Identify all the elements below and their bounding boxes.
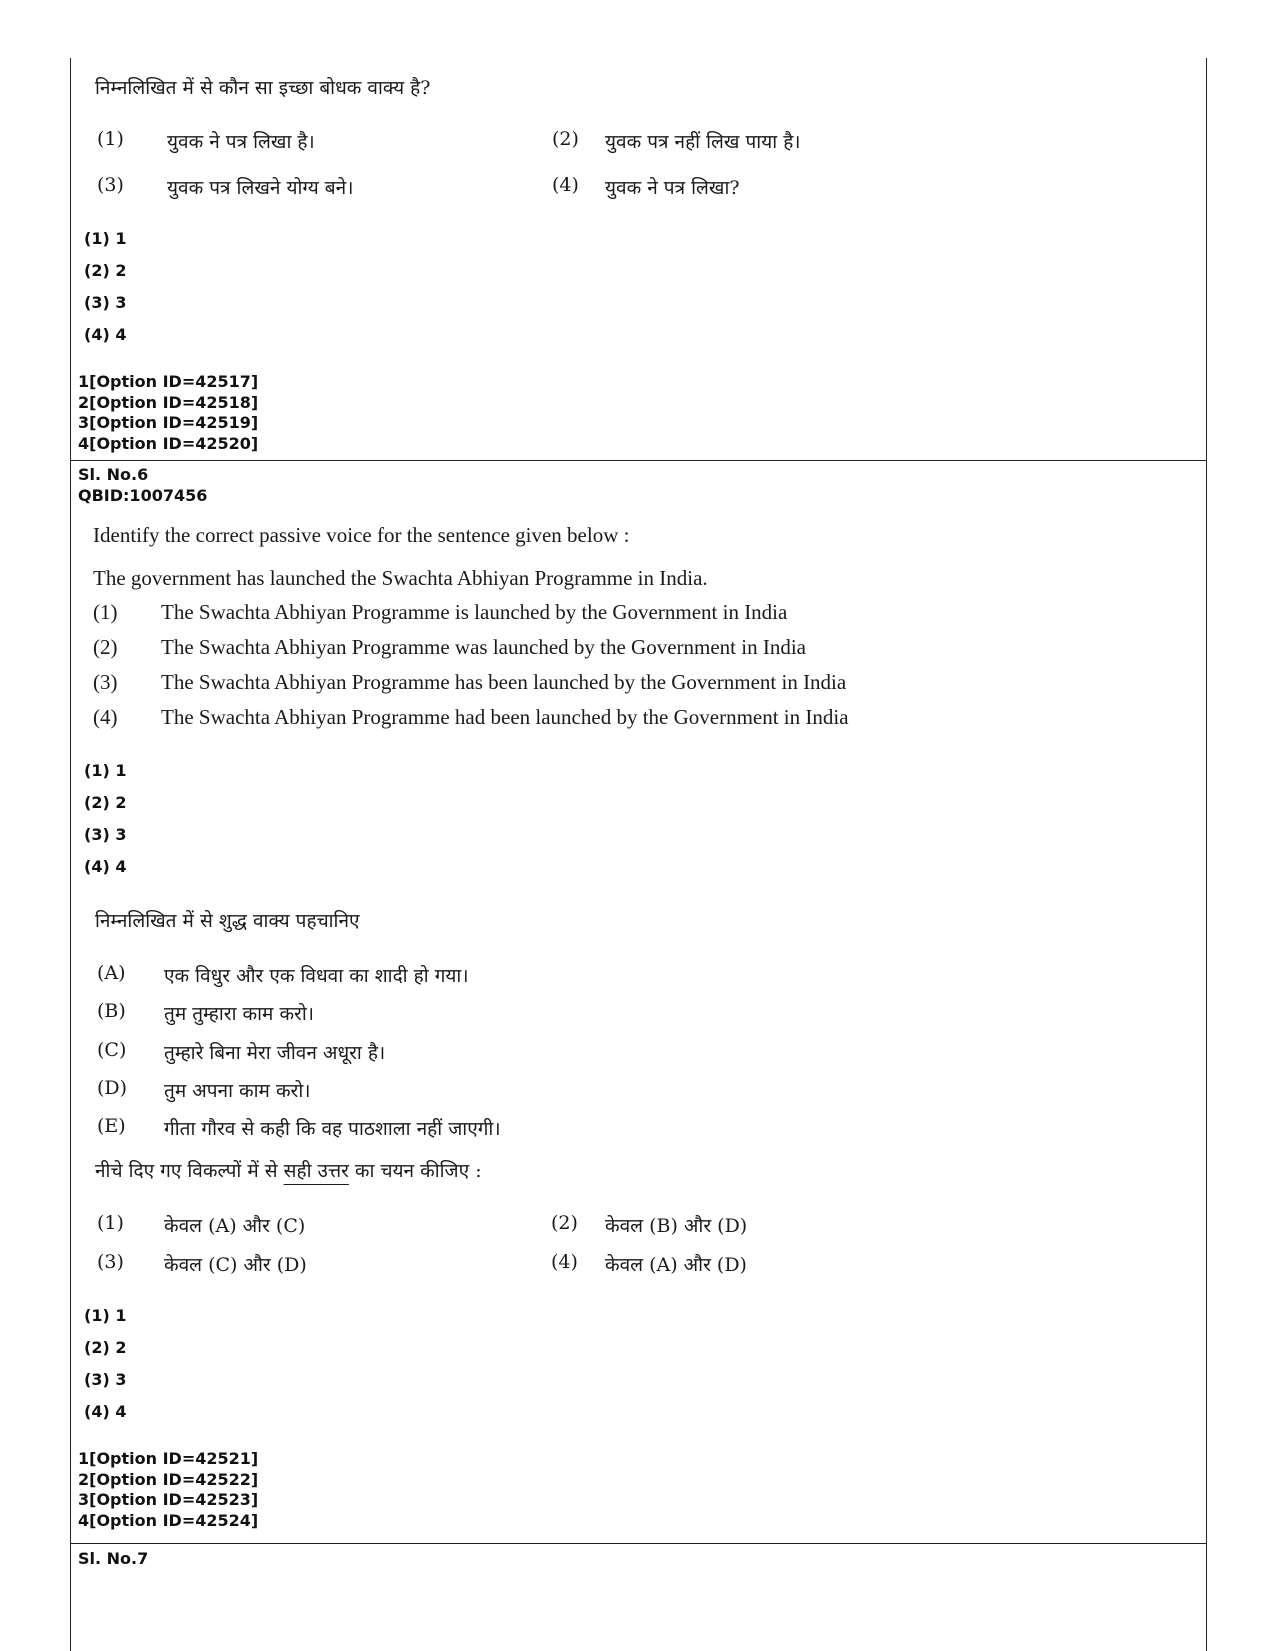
q6-header: [78, 465, 207, 506]
q6-answer-hi-1: (1) 1: [84, 1306, 127, 1325]
q6-answer-hi-2: (2) 2: [84, 1338, 127, 1357]
q6-option-hi-1-text: केवल (A) और (C): [164, 1215, 306, 1237]
q6-stem-hi: निम्नलिखित में से शुद्ध वाक्य पहचानिए: [95, 910, 360, 932]
q7-sl-no: Sl. No.7: [78, 1549, 149, 1568]
q5-answer-2: (2) 2: [84, 261, 127, 280]
q6-option-en-1-num: (1): [93, 600, 118, 624]
q6-statement-d-text: तुम अपना काम करो।: [164, 1080, 311, 1102]
q5-option-id-2: 2[Option ID=42518]: [78, 392, 259, 412]
q5-option-3-text: युवक पत्र लिखने योग्य बने।: [167, 177, 354, 199]
divider-q5-q6: [70, 460, 1207, 461]
q6-option-hi-2-text: केवल (B) और (D): [605, 1215, 748, 1237]
q6-option-en-1-text: The Swachta Abhiyan Programme is launched by the Government in India: [161, 600, 788, 624]
q6-option-hi-2-num: (2): [551, 1212, 578, 1234]
q5-option-id-3: 3[Option ID=42519]: [78, 413, 259, 432]
q6-statement-d-label: (D): [97, 1077, 128, 1099]
q6-statement-a-text: एक विधुर और एक विधवा का शादी हो गया।: [164, 965, 469, 987]
q5-option-id-1: 1[Option ID=42517]: [78, 372, 259, 391]
q5-option-ids: [78, 372, 258, 454]
q5-option-1-text: युवक ने पत्र लिखा है।: [167, 131, 315, 153]
divider-q6-q7: [70, 1543, 1207, 1544]
q6-option-en-4-num: (4): [93, 705, 118, 729]
q5-answer-4: (4) 4: [84, 325, 127, 344]
q6-instruction-pre: नीचे दिए गए विकल्पों में से: [95, 1160, 284, 1182]
q6-option-hi-3-text: केवल (C) और (D): [164, 1254, 307, 1276]
q5-answer-3: (3) 3: [84, 293, 127, 312]
q6-option-en-2-text: The Swachta Abhiyan Programme was launched by the Government in India: [161, 635, 806, 659]
q6-answer-hi-4: (4) 4: [84, 1402, 127, 1421]
q6-answer-en-1: (1) 1: [84, 761, 127, 780]
q6-statement-a-label: (A): [97, 962, 126, 984]
q5-option-2-num: (2): [552, 128, 579, 150]
q6-option-hi-4-num: (4): [551, 1251, 578, 1273]
q6-option-id-3: 3[Option ID=42523]: [78, 1490, 259, 1509]
q6-option-en-3-num: (3): [93, 670, 118, 694]
q6-option-en-3-text: The Swachta Abhiyan Programme has been launched by the Government in India: [161, 670, 847, 694]
q6-option-id-4: 4[Option ID=42524]: [78, 1510, 259, 1530]
q6-option-hi-4-text: केवल (A) और (D): [605, 1254, 747, 1276]
q6-instruction: [95, 1157, 482, 1183]
q6-instruction-post: का चयन कीजिए :: [348, 1160, 482, 1182]
q6-qbid: QBID:1007456: [78, 485, 208, 505]
q6-option-hi-3-num: (3): [97, 1251, 124, 1273]
q6-statement-b-label: (B): [97, 1000, 126, 1022]
q5-option-3-num: (3): [97, 174, 124, 196]
q6-option-ids: [78, 1449, 258, 1531]
q5-option-id-4: 4[Option ID=42520]: [78, 433, 259, 453]
q6-instruction-underlined: सही उत्तर: [283, 1160, 349, 1182]
q6-answer-en-3: (3) 3: [84, 825, 127, 844]
q5-option-1-num: (1): [97, 128, 124, 150]
q6-statement-e-label: (E): [97, 1115, 126, 1137]
q6-statement-c-text: तुम्हारे बिना मेरा जीवन अधूरा है।: [164, 1042, 386, 1064]
q6-answer-hi-3: (3) 3: [84, 1370, 127, 1389]
q6-answer-en-4: (4) 4: [84, 857, 127, 876]
q6-option-id-2: 2[Option ID=42522]: [78, 1469, 259, 1489]
q6-option-hi-1-num: (1): [97, 1212, 124, 1234]
right-border: [1206, 58, 1207, 1651]
q6-statement-b-text: तुम तुम्हारा काम करो।: [164, 1003, 314, 1025]
q6-option-id-1: 1[Option ID=42521]: [78, 1449, 259, 1468]
q5-option-2-text: युवक पत्र नहीं लिख पाया है।: [605, 131, 801, 153]
q6-sentence-en: The government has launched the Swachta Abhiyan Programme in India.: [93, 566, 708, 590]
left-border: [70, 58, 71, 1651]
q5-option-4-text: युवक ने पत्र लिखा?: [605, 177, 740, 199]
q6-option-en-2-num: (2): [93, 635, 118, 659]
q6-option-en-4-text: The Swachta Abhiyan Programme had been launched by the Government in India: [161, 705, 849, 729]
q5-answer-1: (1) 1: [84, 229, 127, 248]
q6-stem-en: Identify the correct passive voice for the sentence given below :: [93, 523, 630, 547]
q5-stem: निम्नलिखित में से कौन सा इच्छा बोधक वाक्य है?: [95, 77, 431, 99]
q6-answer-en-2: (2) 2: [84, 793, 127, 812]
q6-statement-e-text: गीता गौरव से कही कि वह पाठशाला नहीं जाएगी।: [164, 1118, 501, 1140]
q6-sl-no: Sl. No.6: [78, 465, 149, 484]
q5-option-4-num: (4): [552, 174, 579, 196]
q6-statement-c-label: (C): [97, 1039, 127, 1061]
